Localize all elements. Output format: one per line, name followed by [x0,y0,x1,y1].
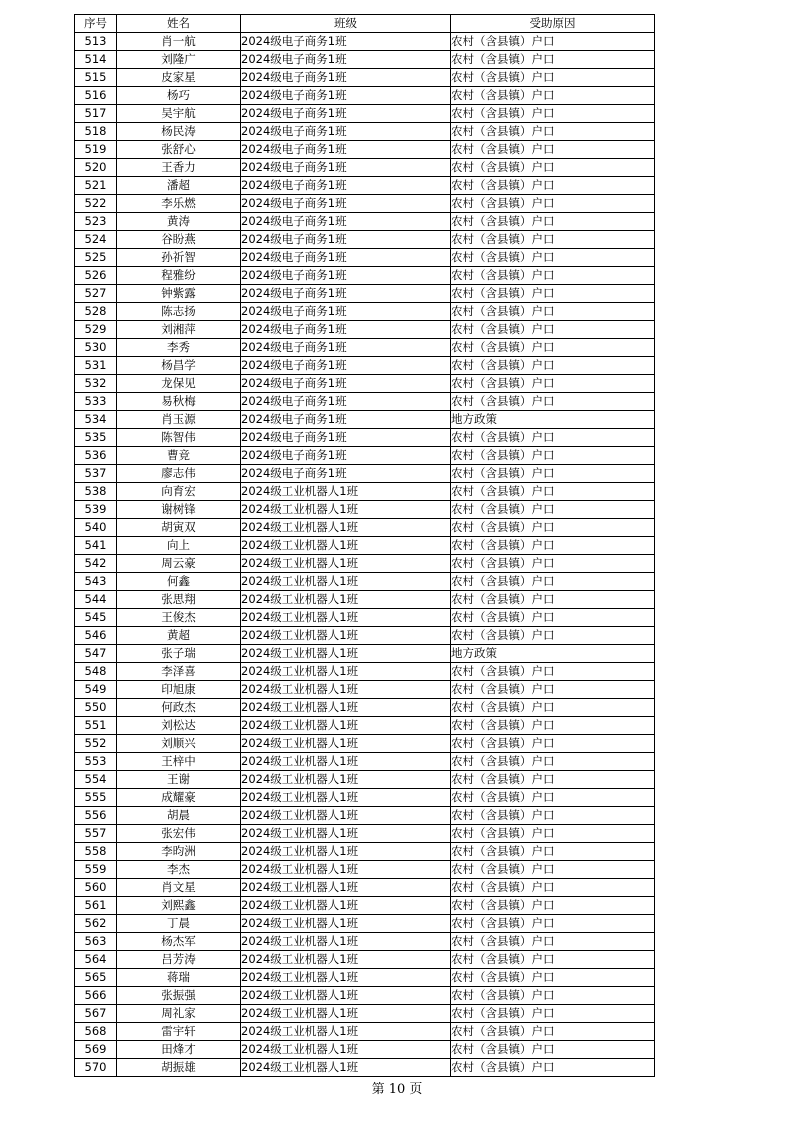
row-student-name: 张思翔 [117,591,241,609]
row-aid-reason: 农村（含县镇）户口 [451,627,655,645]
row-class: 2024级电子商务1班 [241,123,451,141]
row-aid-reason: 农村（含县镇）户口 [451,1041,655,1059]
row-aid-reason: 农村（含县镇）户口 [451,933,655,951]
row-class: 2024级工业机器人1班 [241,663,451,681]
table-row [75,519,655,537]
row-student-name: 潘超 [117,177,241,195]
row-serial-number: 514 [75,51,117,69]
row-aid-reason: 地方政策 [451,411,655,429]
row-class: 2024级工业机器人1班 [241,537,451,555]
row-aid-reason: 农村（含县镇）户口 [451,33,655,51]
row-aid-reason: 农村（含县镇）户口 [451,393,655,411]
table-row [75,321,655,339]
row-aid-reason: 农村（含县镇）户口 [451,825,655,843]
row-class: 2024级工业机器人1班 [241,645,451,663]
row-serial-number: 538 [75,483,117,501]
row-class: 2024级工业机器人1班 [241,1023,451,1041]
table-row [75,753,655,771]
row-aid-reason: 农村（含县镇）户口 [451,321,655,339]
row-aid-reason: 农村（含县镇）户口 [451,375,655,393]
row-aid-reason: 农村（含县镇）户口 [451,1059,655,1077]
row-class: 2024级工业机器人1班 [241,1005,451,1023]
row-serial-number: 543 [75,573,117,591]
row-serial-number: 569 [75,1041,117,1059]
table-row [75,825,655,843]
table-row [75,951,655,969]
row-class: 2024级电子商务1班 [241,105,451,123]
row-student-name: 杨巧 [117,87,241,105]
row-student-name: 丁晨 [117,915,241,933]
row-aid-reason: 农村（含县镇）户口 [451,897,655,915]
row-student-name: 李杰 [117,861,241,879]
table-row [75,1041,655,1059]
row-student-name: 向育宏 [117,483,241,501]
row-student-name: 胡晨 [117,807,241,825]
table-row [75,645,655,663]
row-class: 2024级工业机器人1班 [241,609,451,627]
table-row [75,375,655,393]
row-student-name: 张宏伟 [117,825,241,843]
row-class: 2024级工业机器人1班 [241,771,451,789]
row-class: 2024级工业机器人1班 [241,555,451,573]
table-row [75,663,655,681]
row-serial-number: 544 [75,591,117,609]
table-row [75,1059,655,1077]
row-class: 2024级电子商务1班 [241,159,451,177]
row-student-name: 钟紫露 [117,285,241,303]
table-row [75,879,655,897]
row-aid-reason: 农村（含县镇）户口 [451,555,655,573]
row-aid-reason: 农村（含县镇）户口 [451,1023,655,1041]
row-student-name: 李秀 [117,339,241,357]
table-row [75,447,655,465]
table-row [75,843,655,861]
row-class: 2024级电子商务1班 [241,357,451,375]
table-row [75,51,655,69]
row-student-name: 刘松达 [117,717,241,735]
row-aid-reason: 农村（含县镇）户口 [451,429,655,447]
row-aid-reason: 农村（含县镇）户口 [451,699,655,717]
row-aid-reason: 农村（含县镇）户口 [451,285,655,303]
row-aid-reason: 农村（含县镇）户口 [451,1005,655,1023]
row-serial-number: 561 [75,897,117,915]
row-student-name: 王梓中 [117,753,241,771]
row-aid-reason: 农村（含县镇）户口 [451,339,655,357]
row-student-name: 王香力 [117,159,241,177]
row-serial-number: 537 [75,465,117,483]
row-class: 2024级工业机器人1班 [241,933,451,951]
row-aid-reason: 农村（含县镇）户口 [451,663,655,681]
row-aid-reason: 农村（含县镇）户口 [451,303,655,321]
row-serial-number: 559 [75,861,117,879]
row-serial-number: 546 [75,627,117,645]
row-student-name: 皮家星 [117,69,241,87]
row-aid-reason: 农村（含县镇）户口 [451,447,655,465]
row-aid-reason: 农村（含县镇）户口 [451,465,655,483]
row-serial-number: 522 [75,195,117,213]
row-aid-reason: 农村（含县镇）户口 [451,681,655,699]
row-aid-reason: 农村（含县镇）户口 [451,159,655,177]
row-student-name: 周云豪 [117,555,241,573]
row-student-name: 肖文星 [117,879,241,897]
row-class: 2024级电子商务1班 [241,339,451,357]
table-row [75,501,655,519]
row-aid-reason: 农村（含县镇）户口 [451,51,655,69]
row-class: 2024级电子商务1班 [241,303,451,321]
row-serial-number: 529 [75,321,117,339]
row-serial-number: 570 [75,1059,117,1077]
row-student-name: 杨昌学 [117,357,241,375]
table-row [75,303,655,321]
table-row [75,537,655,555]
row-student-name: 周礼家 [117,1005,241,1023]
row-aid-reason: 农村（含县镇）户口 [451,231,655,249]
row-serial-number: 523 [75,213,117,231]
row-aid-reason: 农村（含县镇）户口 [451,861,655,879]
row-serial-number: 553 [75,753,117,771]
row-student-name: 廖志伟 [117,465,241,483]
table-row [75,465,655,483]
row-serial-number: 541 [75,537,117,555]
row-serial-number: 525 [75,249,117,267]
row-aid-reason: 农村（含县镇）户口 [451,951,655,969]
row-serial-number: 540 [75,519,117,537]
row-class: 2024级工业机器人1班 [241,843,451,861]
row-student-name: 杨民涛 [117,123,241,141]
row-aid-reason: 农村（含县镇）户口 [451,123,655,141]
row-student-name: 刘湘萍 [117,321,241,339]
row-aid-reason: 农村（含县镇）户口 [451,357,655,375]
row-aid-reason: 农村（含县镇）户口 [451,717,655,735]
row-serial-number: 521 [75,177,117,195]
row-aid-reason: 农村（含县镇）户口 [451,609,655,627]
table-row [75,213,655,231]
table-row [75,627,655,645]
row-serial-number: 565 [75,969,117,987]
row-aid-reason: 农村（含县镇）户口 [451,915,655,933]
row-serial-number: 526 [75,267,117,285]
row-student-name: 黄涛 [117,213,241,231]
row-student-name: 王俊杰 [117,609,241,627]
row-student-name: 何政杰 [117,699,241,717]
row-aid-reason: 农村（含县镇）户口 [451,141,655,159]
row-serial-number: 563 [75,933,117,951]
row-class: 2024级工业机器人1班 [241,861,451,879]
row-class: 2024级工业机器人1班 [241,987,451,1005]
row-serial-number: 556 [75,807,117,825]
row-aid-reason: 地方政策 [451,645,655,663]
row-student-name: 龙保见 [117,375,241,393]
row-aid-reason: 农村（含县镇）户口 [451,69,655,87]
row-class: 2024级工业机器人1班 [241,483,451,501]
row-aid-reason: 农村（含县镇）户口 [451,195,655,213]
row-serial-number: 555 [75,789,117,807]
row-aid-reason: 农村（含县镇）户口 [451,213,655,231]
row-student-name: 曹竞 [117,447,241,465]
row-class: 2024级工业机器人1班 [241,879,451,897]
table-row [75,1023,655,1041]
row-aid-reason: 农村（含县镇）户口 [451,969,655,987]
row-aid-reason: 农村（含县镇）户口 [451,483,655,501]
row-student-name: 胡振雄 [117,1059,241,1077]
table-row [75,591,655,609]
table-row [75,339,655,357]
row-serial-number: 547 [75,645,117,663]
row-serial-number: 517 [75,105,117,123]
row-student-name: 谷盼燕 [117,231,241,249]
table-row [75,159,655,177]
table-row [75,429,655,447]
row-serial-number: 545 [75,609,117,627]
table-row [75,735,655,753]
row-class: 2024级工业机器人1班 [241,807,451,825]
table-row [75,1005,655,1023]
row-serial-number: 532 [75,375,117,393]
table-row [75,105,655,123]
row-class: 2024级电子商务1班 [241,285,451,303]
row-serial-number: 516 [75,87,117,105]
row-serial-number: 531 [75,357,117,375]
row-serial-number: 554 [75,771,117,789]
table-row [75,249,655,267]
row-student-name: 田烽才 [117,1041,241,1059]
table-row [75,987,655,1005]
row-serial-number: 568 [75,1023,117,1041]
row-aid-reason: 农村（含县镇）户口 [451,735,655,753]
row-student-name: 张子瑞 [117,645,241,663]
row-serial-number: 567 [75,1005,117,1023]
row-class: 2024级工业机器人1班 [241,573,451,591]
table-row [75,123,655,141]
row-serial-number: 520 [75,159,117,177]
row-student-name: 印旭康 [117,681,241,699]
row-class: 2024级电子商务1班 [241,87,451,105]
row-class: 2024级电子商务1班 [241,69,451,87]
table-row [75,699,655,717]
row-class: 2024级电子商务1班 [241,321,451,339]
row-aid-reason: 农村（含县镇）户口 [451,879,655,897]
row-aid-reason: 农村（含县镇）户口 [451,105,655,123]
row-serial-number: 524 [75,231,117,249]
row-serial-number: 536 [75,447,117,465]
table-row [75,789,655,807]
row-class: 2024级工业机器人1班 [241,825,451,843]
row-student-name: 刘熙鑫 [117,897,241,915]
table-row [75,897,655,915]
row-class: 2024级电子商务1班 [241,465,451,483]
row-class: 2024级工业机器人1班 [241,951,451,969]
row-serial-number: 533 [75,393,117,411]
row-aid-reason: 农村（含县镇）户口 [451,573,655,591]
row-aid-reason: 农村（含县镇）户口 [451,267,655,285]
row-class: 2024级工业机器人1班 [241,969,451,987]
table-row [75,87,655,105]
table-header-row [75,15,655,33]
row-student-name: 刘隆广 [117,51,241,69]
table-row [75,33,655,51]
table-row [75,771,655,789]
row-aid-reason: 农村（含县镇）户口 [451,87,655,105]
table-row [75,681,655,699]
row-serial-number: 528 [75,303,117,321]
row-class: 2024级工业机器人1班 [241,753,451,771]
row-student-name: 成耀豪 [117,789,241,807]
table-row [75,393,655,411]
table-row [75,177,655,195]
row-student-name: 蒋瑞 [117,969,241,987]
row-student-name: 陈智伟 [117,429,241,447]
row-class: 2024级工业机器人1班 [241,1059,451,1077]
row-serial-number: 552 [75,735,117,753]
row-class: 2024级工业机器人1班 [241,915,451,933]
row-class: 2024级电子商务1班 [241,249,451,267]
row-serial-number: 535 [75,429,117,447]
row-aid-reason: 农村（含县镇）户口 [451,843,655,861]
row-student-name: 肖一航 [117,33,241,51]
row-aid-reason: 农村（含县镇）户口 [451,771,655,789]
row-serial-number: 560 [75,879,117,897]
row-aid-reason: 农村（含县镇）户口 [451,753,655,771]
table-row [75,717,655,735]
row-class: 2024级工业机器人1班 [241,897,451,915]
row-student-name: 向上 [117,537,241,555]
row-class: 2024级电子商务1班 [241,177,451,195]
row-student-name: 陈志扬 [117,303,241,321]
row-class: 2024级电子商务1班 [241,33,451,51]
table-row [75,231,655,249]
table-row [75,555,655,573]
row-student-name: 肖玉源 [117,411,241,429]
row-student-name: 黄超 [117,627,241,645]
row-student-name: 胡寅双 [117,519,241,537]
row-class: 2024级工业机器人1班 [241,1041,451,1059]
table-row [75,915,655,933]
row-class: 2024级工业机器人1班 [241,519,451,537]
row-class: 2024级工业机器人1班 [241,681,451,699]
table-row [75,411,655,429]
row-student-name: 王谢 [117,771,241,789]
row-class: 2024级工业机器人1班 [241,789,451,807]
row-serial-number: 549 [75,681,117,699]
table-row [75,573,655,591]
row-aid-reason: 农村（含县镇）户口 [451,987,655,1005]
row-serial-number: 519 [75,141,117,159]
row-class: 2024级电子商务1班 [241,375,451,393]
row-class: 2024级电子商务1班 [241,267,451,285]
table-row [75,141,655,159]
row-class: 2024级电子商务1班 [241,231,451,249]
student-aid-table [74,14,655,1077]
row-class: 2024级电子商务1班 [241,213,451,231]
table-row [75,483,655,501]
row-aid-reason: 农村（含县镇）户口 [451,789,655,807]
table-row [75,267,655,285]
row-class: 2024级电子商务1班 [241,195,451,213]
row-class: 2024级工业机器人1班 [241,627,451,645]
row-class: 2024级工业机器人1班 [241,735,451,753]
table-row [75,609,655,627]
row-serial-number: 518 [75,123,117,141]
row-serial-number: 548 [75,663,117,681]
row-serial-number: 530 [75,339,117,357]
row-class: 2024级电子商务1班 [241,393,451,411]
row-student-name: 何鑫 [117,573,241,591]
table-row [75,933,655,951]
table-row [75,861,655,879]
row-student-name: 张舒心 [117,141,241,159]
row-class: 2024级工业机器人1班 [241,501,451,519]
row-student-name: 李乐燃 [117,195,241,213]
row-class: 2024级工业机器人1班 [241,699,451,717]
row-serial-number: 542 [75,555,117,573]
row-aid-reason: 农村（含县镇）户口 [451,249,655,267]
row-serial-number: 515 [75,69,117,87]
page-number: 第 10 页 [371,1082,423,1097]
row-class: 2024级工业机器人1班 [241,717,451,735]
row-class: 2024级电子商务1班 [241,429,451,447]
row-aid-reason: 农村（含县镇）户口 [451,501,655,519]
header-aid-reason: 受助原因 [451,15,655,33]
row-class: 2024级电子商务1班 [241,51,451,69]
row-student-name: 谢树锋 [117,501,241,519]
row-student-name: 雷宇轩 [117,1023,241,1041]
table-body [75,33,655,1077]
row-serial-number: 564 [75,951,117,969]
table-row [75,969,655,987]
row-student-name: 吕芳涛 [117,951,241,969]
row-serial-number: 562 [75,915,117,933]
row-serial-number: 558 [75,843,117,861]
row-class: 2024级工业机器人1班 [241,591,451,609]
row-aid-reason: 农村（含县镇）户口 [451,177,655,195]
table-row [75,195,655,213]
row-student-name: 程雅纷 [117,267,241,285]
row-aid-reason: 农村（含县镇）户口 [451,807,655,825]
row-serial-number: 513 [75,33,117,51]
row-serial-number: 566 [75,987,117,1005]
table-row [75,69,655,87]
row-student-name: 李泽喜 [117,663,241,681]
row-serial-number: 551 [75,717,117,735]
header-serial-number: 序号 [75,15,117,33]
row-student-name: 张振强 [117,987,241,1005]
row-student-name: 李昀洲 [117,843,241,861]
header-name: 姓名 [117,15,241,33]
table-row [75,357,655,375]
table-row [75,807,655,825]
row-serial-number: 539 [75,501,117,519]
row-aid-reason: 农村（含县镇）户口 [451,519,655,537]
row-serial-number: 550 [75,699,117,717]
row-class: 2024级电子商务1班 [241,411,451,429]
row-serial-number: 527 [75,285,117,303]
row-student-name: 杨杰军 [117,933,241,951]
row-aid-reason: 农村（含县镇）户口 [451,537,655,555]
row-aid-reason: 农村（含县镇）户口 [451,591,655,609]
row-class: 2024级电子商务1班 [241,447,451,465]
row-serial-number: 557 [75,825,117,843]
row-student-name: 吴宇航 [117,105,241,123]
row-student-name: 易秋梅 [117,393,241,411]
header-class: 班级 [241,15,451,33]
table-row [75,285,655,303]
row-student-name: 孙祈智 [117,249,241,267]
row-student-name: 刘顺兴 [117,735,241,753]
row-serial-number: 534 [75,411,117,429]
row-class: 2024级电子商务1班 [241,141,451,159]
